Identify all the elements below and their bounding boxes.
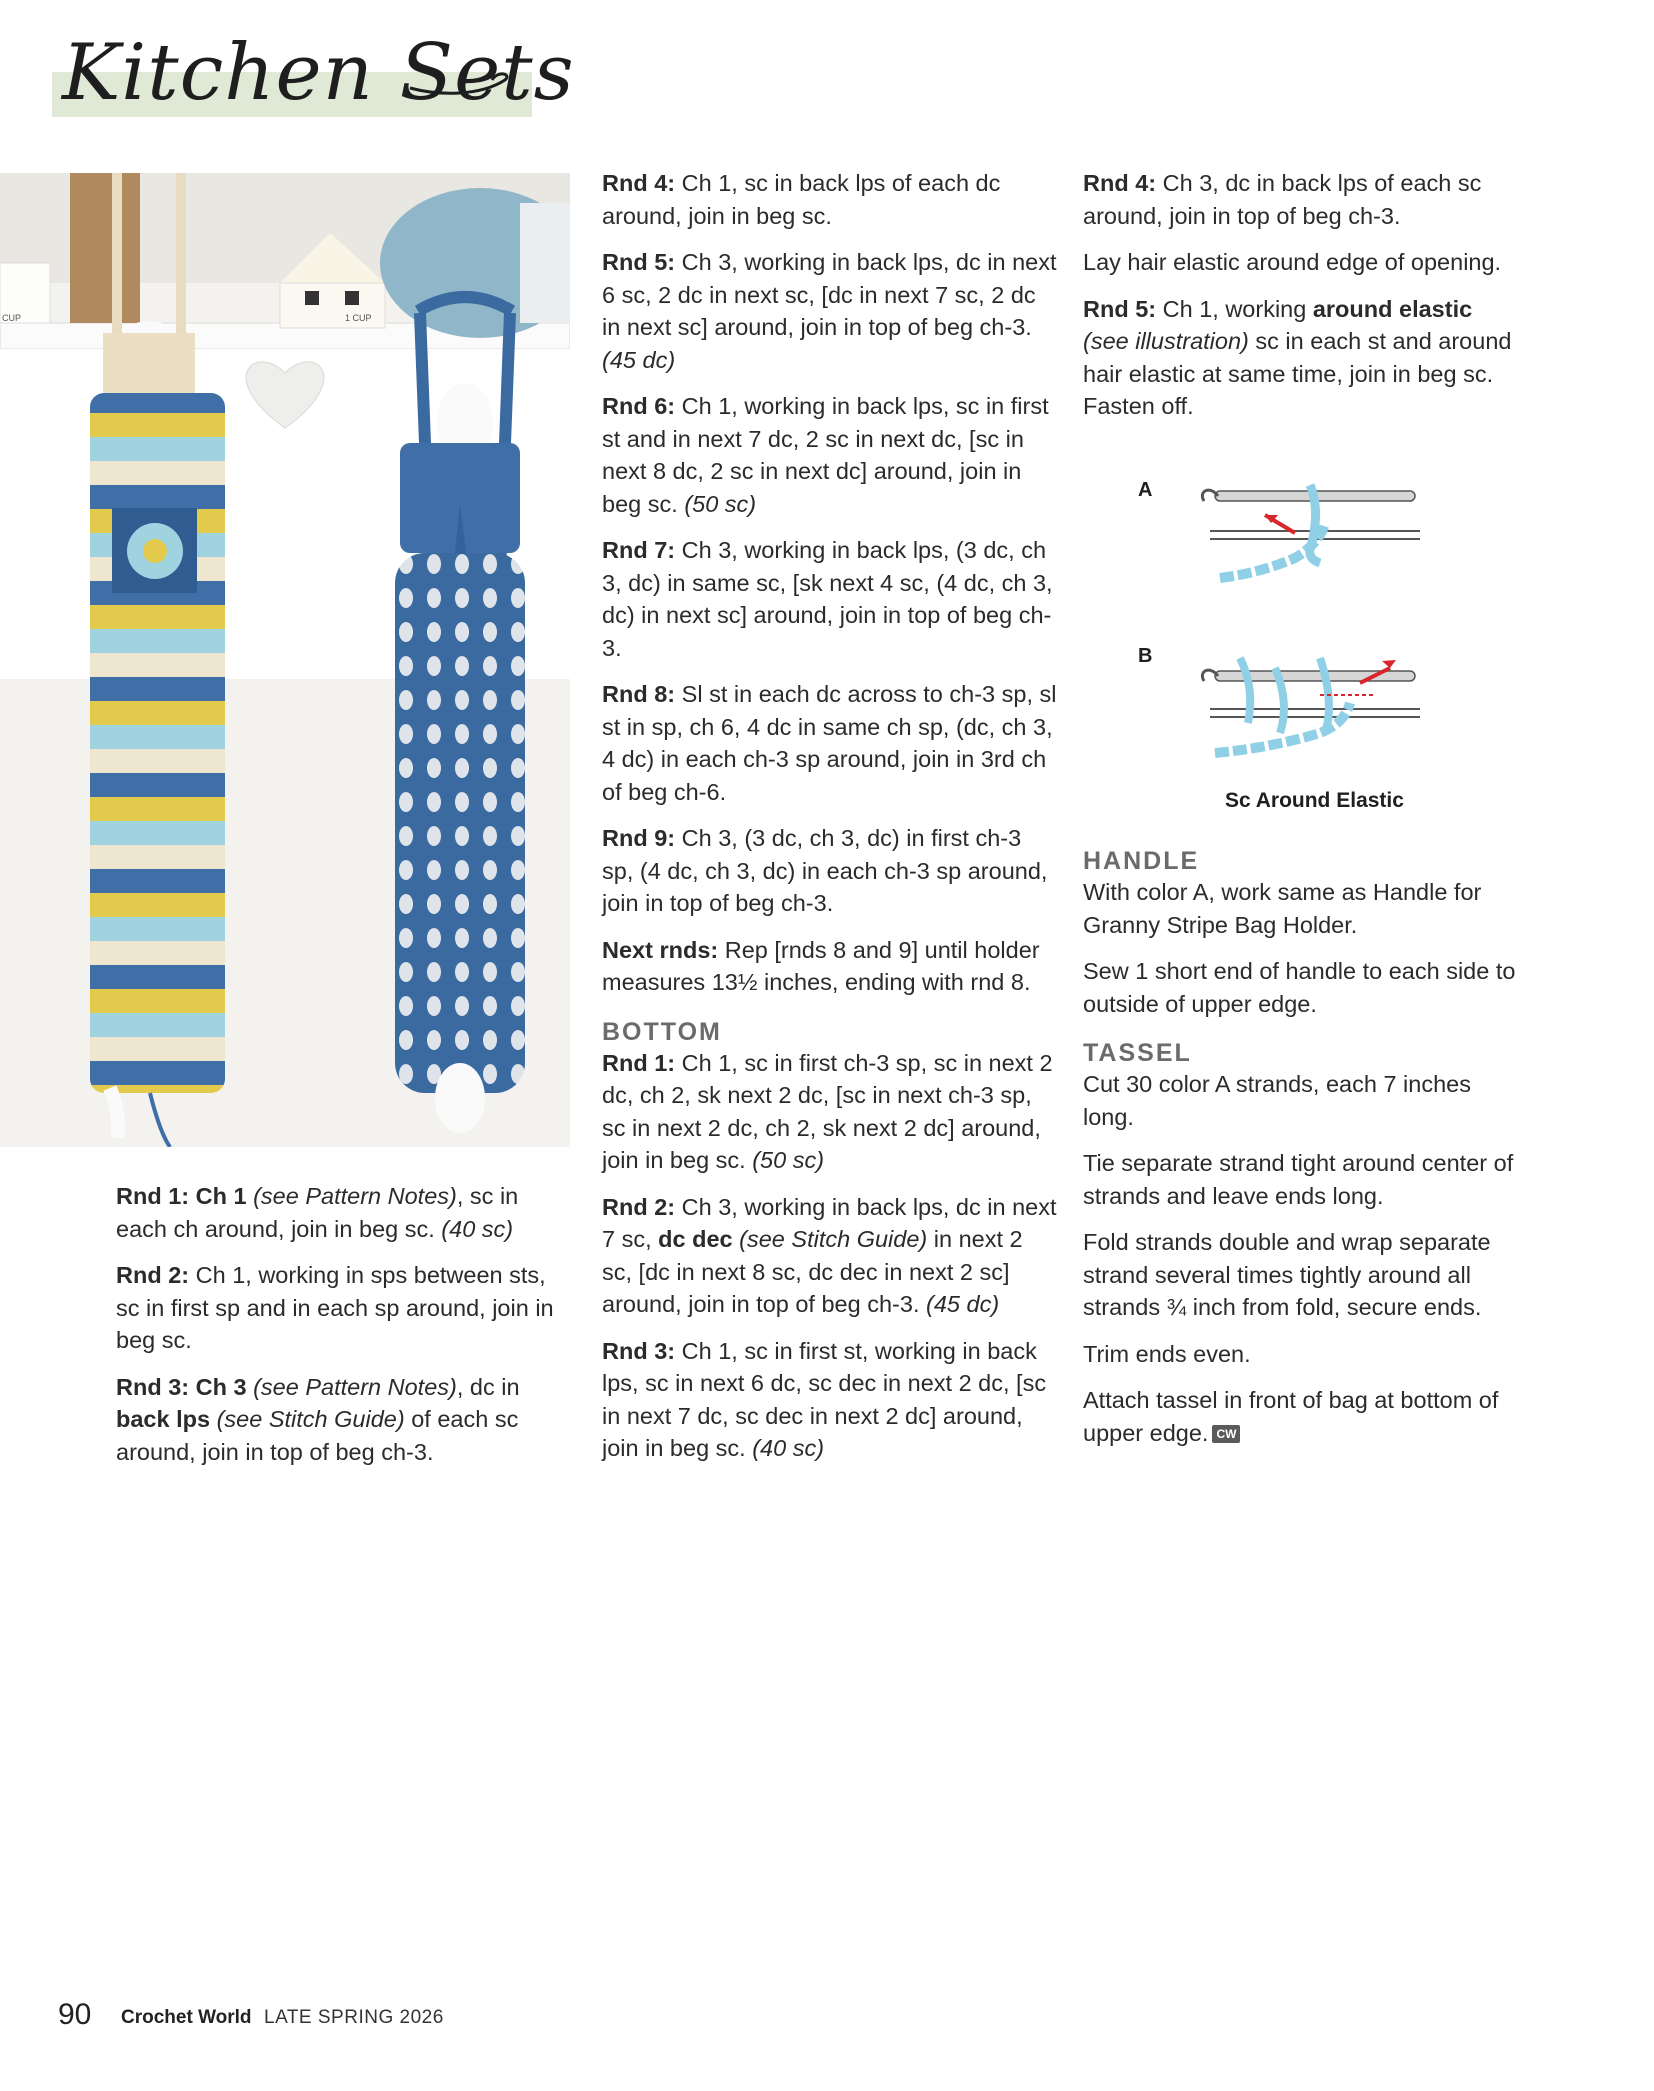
heading-handle: HANDLE <box>1083 847 1200 875</box>
tassel-instruction-5 <box>1083 1384 1523 1449</box>
illustration-drawing <box>1120 463 1520 783</box>
illustration-label-a: A <box>1138 479 1153 501</box>
instruction-text: Ch 3, working in back lps, dc in next 7 sc, <box>602 1193 1057 1252</box>
issue-date: LATE SPRING 2026 <box>264 2007 444 2028</box>
rnd-label: Rnd 4: <box>602 170 676 196</box>
rnd-label: Rnd 1: Ch 1 <box>116 1183 247 1209</box>
instruction-text: Ch 1, working <box>1156 295 1313 322</box>
text-column-3-bottom <box>1083 846 1523 1463</box>
instruction-text: Trim ends even. <box>1083 1340 1251 1367</box>
stitch-count: (50 sc) <box>684 490 757 517</box>
instruction-text: Ch 1, working in sps between sts, sc in first sp and in each sp around, join in beg sc. <box>116 1262 554 1353</box>
text-column-1 <box>116 1180 568 1482</box>
note: (see Pattern Notes) <box>253 1183 457 1209</box>
instruction-rnd6 <box>602 390 1057 520</box>
rnd-label: Rnd 8: <box>602 681 676 707</box>
stitch-term: dc dec <box>658 1226 733 1252</box>
note: (see Stitch Guide) <box>216 1406 405 1432</box>
illustration-label-b: B <box>1138 645 1153 667</box>
rnd-label: Rnd 5: <box>602 249 676 275</box>
instruction-text: Ch 1, sc in first ch-3 sp, sc in next 2 dc, ch 2, sk next 2 dc, [sc in next ch-3 sp, sc in next 2 dc, ch 2, sk next 2 dc] around, join in beg sc. <box>602 1049 1053 1173</box>
instruction-rnd4 <box>602 167 1057 232</box>
instruction-text: Sl st in each dc across to ch-3 sp, sl st in sp, ch 6, 4 dc in same ch sp, (dc, ch 3, 4 dc) in each ch-3 sp around, join in 3rd ch of beg ch-6. <box>602 681 1057 805</box>
rnd-label: Rnd 2: <box>116 1262 190 1288</box>
rnd-label: Rnd 9: <box>602 825 676 851</box>
instruction-text: Attach tassel in front of bag at bottom of upper edge. <box>1083 1387 1499 1446</box>
instruction-text: of each sc around, join in top of beg ch-3. <box>116 1406 519 1465</box>
instruction-rnd7 <box>602 534 1057 664</box>
note: (see Pattern Notes) <box>253 1373 457 1400</box>
instruction-bottom-rnd2 <box>602 1191 1057 1321</box>
handle-instruction-2 <box>1083 955 1523 1020</box>
instruction-text: Ch 3, working in back lps, (3 dc, ch 3, dc) in same sc, [sk next 4 sc, (4 dc, ch 3, dc) in next sc] around, join in top of beg ch-3. <box>602 537 1053 661</box>
instruction-text: Sew 1 short end of handle to each side to outside of upper edge. <box>1083 958 1516 1017</box>
instruction-rnd5-b <box>1083 293 1523 423</box>
title-flourish <box>400 66 520 106</box>
instruction-bottom-rnd1 <box>602 1047 1057 1177</box>
tassel-instruction-3 <box>1083 1226 1523 1324</box>
handle-instruction-1 <box>1083 876 1523 941</box>
instruction-text: Lay hair elastic around edge of opening. <box>1083 249 1502 275</box>
instruction-text: Tie separate strand tight around center of strands and leave ends long. <box>1083 1150 1514 1209</box>
sc-around-elastic-illustration <box>1120 463 1520 823</box>
instruction-text: Rep [rnds 8 and 9] until holder measures 13½ inches, ending with rnd 8. <box>602 936 1040 995</box>
rnd-label: Rnd 4: <box>1083 170 1157 196</box>
tassel-instruction-4 <box>1083 1338 1523 1371</box>
instruction-text: Ch 3, (3 dc, ch 3, dc) in first ch-3 sp, (4 dc, ch 3, dc) in each ch-3 sp around, join in top of beg ch-3. <box>602 825 1048 916</box>
text-column-3-top <box>1083 167 1523 437</box>
instruction-rnd5 <box>602 246 1057 376</box>
instruction-rnd2 <box>116 1259 568 1357</box>
magazine-name: Crochet World <box>121 2007 252 2028</box>
instruction-rnd3 <box>116 1371 568 1469</box>
instruction-text: Ch 3, working in back lps, dc in next 6 sc, 2 dc in next sc, [dc in next 7 sc, 2 dc in next sc] around, join in top of beg ch-3. <box>602 249 1057 340</box>
instruction-elastic <box>1083 246 1523 279</box>
instruction-text: Ch 1, working in back lps, sc in first st and in next 7 dc, 2 sc in next dc, [sc in next 8 dc, 2 sc in next dc] around, join in beg sc. <box>602 393 1049 517</box>
svg-text:CUP: CUP <box>2 313 22 323</box>
heading-tassel: TASSEL <box>1083 1039 1192 1067</box>
instruction-text: Ch 3, dc in back lps of each sc around, join in top of beg ch-3. <box>1083 170 1482 229</box>
instruction-text: With color A, work same as Handle for Granny Stripe Bag Holder. <box>1083 879 1482 938</box>
instruction-text: Ch 1, sc in back lps of each dc around, join in beg sc. <box>602 170 1001 229</box>
heading-bottom: BOTTOM <box>602 1017 722 1046</box>
rnd-label: Rnd 5: <box>1083 295 1157 322</box>
stitch-count: (40 sc) <box>752 1435 825 1461</box>
rnd-label: Next rnds: <box>602 936 719 963</box>
illustration-caption: Sc Around Elastic <box>1225 789 1404 812</box>
instruction-rnd8 <box>602 678 1057 808</box>
tassel-instruction-2 <box>1083 1147 1523 1212</box>
page-number: 90 <box>58 1998 92 2031</box>
instruction-rnd9 <box>602 822 1057 920</box>
bag-holders-photo <box>0 173 570 1147</box>
rnd-label: Rnd 6: <box>602 393 676 419</box>
rnd-label: Rnd 1: <box>602 1049 676 1076</box>
instruction-bottom-rnd3 <box>602 1335 1057 1465</box>
instruction-text: in next 2 sc, [dc in next 8 sc, dc dec in next 2 sc] around, join in top of beg ch-3. <box>602 1226 1023 1317</box>
rnd-label: Rnd 7: <box>602 537 676 563</box>
instruction-text: Fold strands double and wrap separate strand several times tightly around all strands ¾ inch from fold, secure ends. <box>1083 1229 1491 1320</box>
stitch-term: back lps <box>116 1406 211 1432</box>
svg-text:1 CUP: 1 CUP <box>345 313 372 323</box>
section-title: Kitchen Sets <box>62 28 575 118</box>
text-column-2 <box>602 167 1057 1479</box>
instruction-rnd4-b <box>1083 167 1523 232</box>
instruction-text: , dc in <box>456 1373 520 1400</box>
instruction-text: Ch 1, sc in first st, working in back lps, sc in next 6 dc, sc dec in next 2 dc, [sc in next 7 dc, sc dec in next 2 dc] around, join in beg sc. <box>602 1337 1047 1461</box>
rnd-label: Rnd 3: Ch 3 <box>116 1373 247 1400</box>
stitch-count: (40 sc) <box>441 1215 514 1242</box>
note: (see Stitch Guide) <box>739 1226 928 1252</box>
stitch-count: (45 dc) <box>926 1291 1000 1317</box>
rnd-label: Rnd 3: <box>602 1337 676 1364</box>
instruction-text: Cut 30 color A strands, each 7 inches long. <box>1083 1071 1471 1130</box>
stitch-count: (50 sc) <box>752 1147 825 1173</box>
tassel-instruction-1 <box>1083 1068 1523 1133</box>
rnd-label: Rnd 2: <box>602 1193 676 1220</box>
note: (see illustration) <box>1083 328 1249 354</box>
instruction-text: sc in each st and around hair elastic at same time, join in beg sc. Fasten off. <box>1083 328 1512 419</box>
stitch-count: (45 dc) <box>602 346 676 373</box>
photo-illustration <box>0 173 570 1147</box>
stitch-term: around elastic <box>1312 295 1473 322</box>
instruction-rnd1 <box>116 1180 568 1245</box>
instruction-text: , sc in each ch around, join in beg sc. <box>116 1183 519 1242</box>
end-mark-badge: CW <box>1212 1425 1240 1443</box>
instruction-next-rnds <box>602 934 1057 999</box>
